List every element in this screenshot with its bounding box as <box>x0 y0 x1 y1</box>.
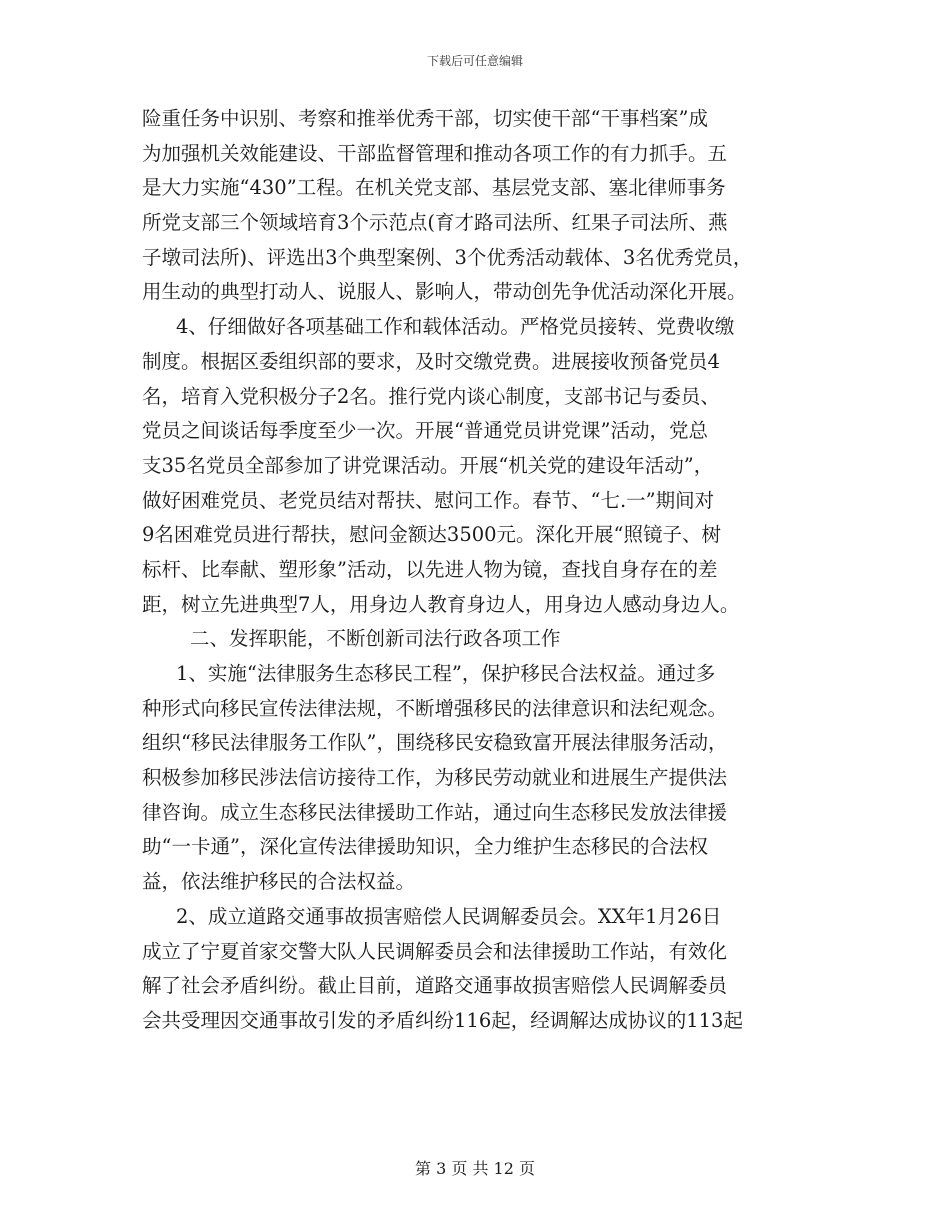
text-line: 子墩司法所)、评选出3个典型案例、3个优秀活动载体、3名优秀党员， <box>142 245 753 269</box>
paragraph-start-line: 1、实施“法律服务生态移民工程”，保护移民合法权益。通过多 <box>176 662 716 685</box>
text-line: 是大力实施“430”工程。在机关党支部、基层党支部、塞北律师事务 <box>142 176 726 200</box>
text-line: 成立了宁夏首家交警大队人民调解委员会和法律援助工作站，有效化 <box>142 939 728 963</box>
text-line: 党员之间谈话每季度至少一次。开展“普通党员讲党课”活动，党总 <box>142 419 708 443</box>
page-header-note: 下载后可任意编辑 <box>426 54 523 68</box>
text-line: 解了社会矛盾纠纷。截止目前，道路交通事故损害赔偿人民调解委员 <box>142 974 728 998</box>
text-line: 标杆、比奉献、塑形象”活动，以先进人物为镜，查找自身存在的差 <box>142 557 718 581</box>
text-line: 距，树立先进典型7人，用身边人教育身边人，用身边人感动身边人。 <box>142 592 740 616</box>
text-line: 种形式向移民宣传法律法规，不断增强移民的法律意识和法纪观念。 <box>142 696 728 720</box>
text-line: 做好困难党员、老党员结对帮扶、慰问工作。春节、“七.一”期间对 <box>142 488 715 512</box>
text-line: 险重任务中识别、考察和推举优秀干部，切实使干部“干事档案”成 <box>142 107 708 130</box>
document-body <box>142 102 822 1039</box>
text-line: 律咨询。成立生态移民法律援助工作站，通过向生态移民发放法律援 <box>142 800 728 824</box>
text-line: 支35名党员全部参加了讲党课活动。开展“机关党的建设年活动”， <box>142 453 714 477</box>
paragraph-start-line: 4、仔细做好各项基础工作和载体活动。严格党员接转、党费收缴 <box>176 315 735 339</box>
paragraph-start-line: 2、成立道路交通事故损害赔偿人民调解委员会。XX年1月26日 <box>176 904 722 928</box>
text-line: 所党支部三个领域培育3个示范点(育才路司法所、红果子司法所、燕 <box>142 211 728 235</box>
text-line: 积极参加移民涉法信访接待工作，为移民劳动就业和进展生产提供法 <box>142 766 728 790</box>
section-heading: 二、发挥职能，不断创新司法行政各项工作 <box>190 627 561 651</box>
text-line: 用生动的典型打动人、说服人、影响人，带动创先争优活动深化开展。 <box>142 280 747 304</box>
text-line: 益，依法维护移民的合法权益。 <box>142 870 416 894</box>
text-line: 组织“移民法律服务工作队”，围绕移民安稳致富开展法律服务活动， <box>142 731 728 755</box>
text-line: 名，培育入党积极分子2名。推行党内谈心制度，支部书记与委员、 <box>142 384 720 408</box>
page-number: 第 3 页 共 12 页 <box>415 1159 535 1178</box>
text-line: 为加强机关效能建设、干部监督管理和推动各项工作的有力抓手。五 <box>142 141 728 165</box>
text-line: 9名困难党员进行帮扶，慰问金额达3500元。深化开展“照镜子、树 <box>142 523 722 547</box>
text-line: 制度。根据区委组织部的要求，及时交缴党费。进展接收预备党员4 <box>142 349 720 373</box>
text-line: 会共受理因交通事故引发的矛盾纠纷116起，经调解达成协议的113起 <box>142 1008 743 1032</box>
text-line: 助“一卡通”，深化宣传法律援助知识，全力维护生态移民的合法权 <box>142 835 708 859</box>
